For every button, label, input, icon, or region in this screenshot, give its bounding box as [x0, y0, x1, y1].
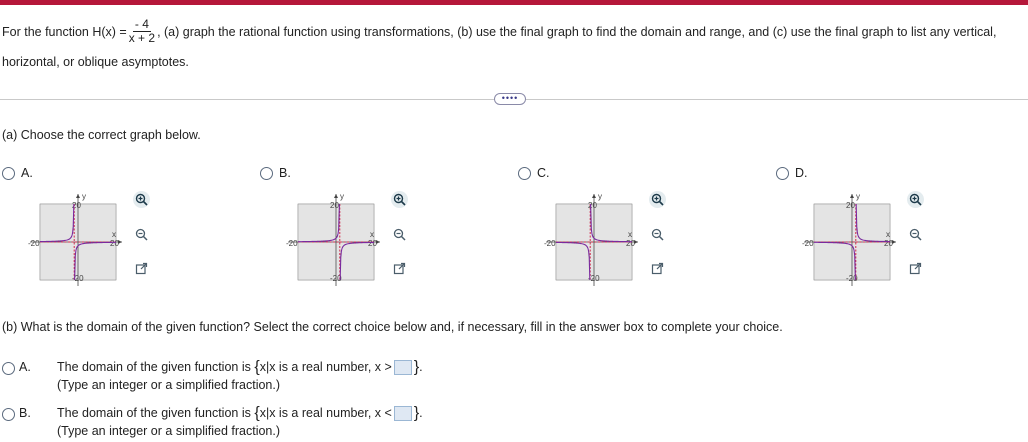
expand-icon[interactable] — [649, 260, 666, 277]
x-axis-label: x — [628, 230, 632, 239]
radio-domain-a[interactable] — [2, 362, 15, 375]
x-axis-label: x — [112, 230, 116, 239]
x-tick-label: 20 — [884, 239, 893, 248]
zoom-in-icon[interactable] — [133, 191, 150, 208]
x-tick-label: -20 — [286, 239, 298, 248]
zoom-in-icon[interactable] — [907, 191, 924, 208]
expand-icon[interactable] — [391, 260, 408, 277]
fraction-numerator: - 4 — [134, 17, 149, 31]
option-a-label: A. — [21, 166, 33, 180]
y-tick-label: -20 — [846, 274, 858, 283]
option-b-label: B. — [279, 166, 291, 180]
question-prefix: For the function H(x) = — [2, 24, 127, 39]
zoom-out-icon[interactable] — [907, 226, 924, 243]
expand-icon[interactable] — [907, 260, 924, 277]
brace-close: } — [413, 358, 420, 376]
radio-c[interactable] — [518, 167, 531, 180]
y-tick-label: -20 — [588, 274, 600, 283]
domain-choice-b-text: The domain of the given function is — [57, 406, 251, 420]
domain-choice-b-set: x|x is a real number, x < — [259, 406, 392, 420]
option-d[interactable] — [776, 166, 808, 180]
part-b-prompt: (b) What is the domain of the given function? Select the correct choice below and, if necessary, fill in the answer box to complete your choice. — [2, 320, 783, 334]
domain-choice-b[interactable]: B. The domain of the given function is {x|x is a real number, x < }. (Type an integer or a simplified fraction.) — [2, 406, 423, 438]
brace-close: } — [413, 404, 420, 422]
y-axis-arrow — [76, 194, 80, 198]
graph-option-a[interactable] — [26, 190, 126, 290]
option-d-label: D. — [795, 166, 808, 180]
zoom-in-icon[interactable] — [391, 191, 408, 208]
x-axis-label: x — [886, 230, 890, 239]
x-tick-label: 20 — [368, 239, 377, 248]
zoom-in-icon[interactable] — [649, 191, 666, 208]
brace-open: { — [254, 404, 260, 422]
domain-choice-a[interactable]: A. The domain of the given function is {x|x is a real number, x > }. (Type an integer or a simplified fraction.) — [2, 360, 423, 392]
option-c-label: C. — [537, 166, 550, 180]
x-tick-label: -20 — [544, 239, 556, 248]
y-tick-label: -20 — [72, 274, 84, 283]
y-axis-arrow — [850, 194, 854, 198]
question-suffix: , (a) graph the rational function using transformations, (b) use the final graph to find the domain and range, and (c) use the final graph to list any vertical, — [157, 24, 997, 39]
y-tick-label: 20 — [588, 201, 597, 210]
zoom-out-icon[interactable] — [649, 226, 666, 243]
domain-choice-b-letter: B. — [19, 406, 31, 420]
graph-option-c[interactable] — [542, 190, 642, 290]
y-axis-label: y — [598, 192, 602, 201]
brace-open: { — [254, 358, 260, 376]
zoom-out-icon[interactable] — [391, 226, 408, 243]
radio-d[interactable] — [776, 167, 789, 180]
answer-box-b[interactable] — [394, 406, 412, 421]
option-c[interactable] — [518, 166, 550, 180]
graph-option-d[interactable] — [800, 190, 900, 290]
y-tick-label: -20 — [330, 274, 342, 283]
answer-box-a[interactable] — [394, 360, 412, 375]
radio-b[interactable] — [260, 167, 273, 180]
y-tick-label: 20 — [72, 201, 81, 210]
y-axis-arrow — [592, 194, 596, 198]
expand-icon[interactable] — [133, 260, 150, 277]
top-accent-bar — [0, 0, 1028, 5]
question-line2: horizontal, or oblique asymptotes. — [2, 55, 189, 69]
fraction-denominator: x + 2 — [128, 31, 156, 45]
domain-choice-a-text: The domain of the given function is — [57, 360, 251, 374]
x-axis-label: x — [370, 230, 374, 239]
part-a-prompt: (a) Choose the correct graph below. — [2, 128, 201, 142]
option-b[interactable] — [260, 166, 291, 180]
zoom-out-icon[interactable] — [133, 226, 150, 243]
domain-choice-b-hint: (Type an integer or a simplified fraction.) — [57, 424, 281, 439]
domain-choice-a-letter: A. — [19, 360, 31, 374]
graph-option-b[interactable] — [284, 190, 384, 290]
radio-domain-b[interactable] — [2, 408, 15, 421]
y-axis-label: y — [340, 192, 344, 201]
x-tick-label: 20 — [626, 239, 635, 248]
x-tick-label: -20 — [802, 239, 814, 248]
more-button[interactable]: •••• — [494, 93, 526, 105]
domain-choice-a-set: x|x is a real number, x > — [259, 360, 392, 374]
radio-a[interactable] — [2, 167, 15, 180]
y-axis-label: y — [856, 192, 860, 201]
x-tick-label: 20 — [110, 239, 119, 248]
domain-choice-a-hint: (Type an integer or a simplified fraction.) — [57, 378, 281, 393]
option-a[interactable] — [2, 166, 33, 180]
x-tick-label: -20 — [28, 239, 40, 248]
y-tick-label: 20 — [846, 201, 855, 210]
y-axis-arrow — [334, 194, 338, 198]
y-tick-label: 20 — [330, 201, 339, 210]
y-axis-label: y — [82, 192, 86, 201]
fraction — [129, 18, 155, 45]
